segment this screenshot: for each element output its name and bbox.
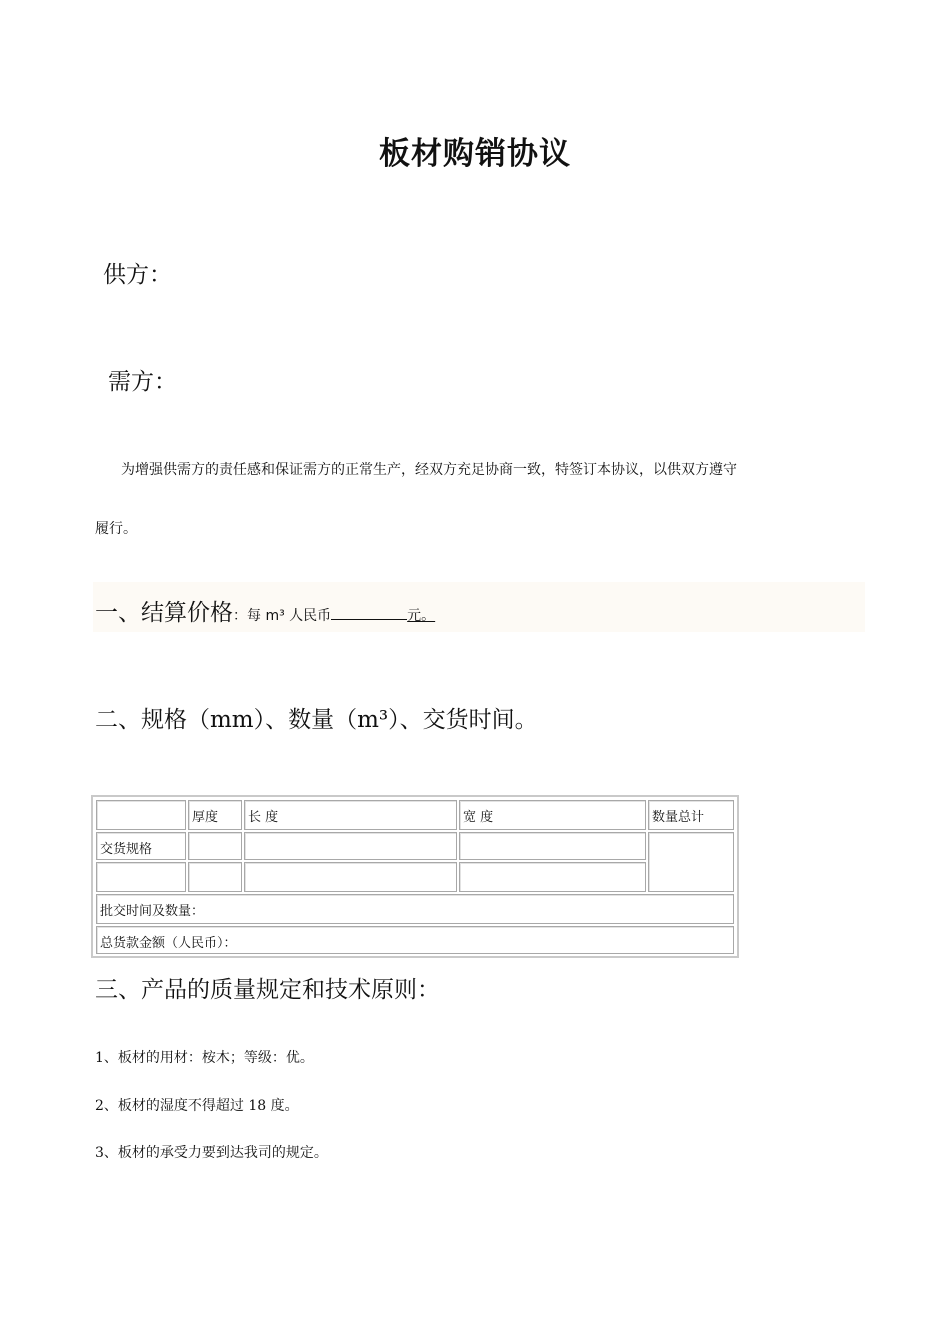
buyer-label: 需方： xyxy=(108,369,177,395)
section1-detail xyxy=(233,608,435,624)
list-item: 3、板材的承受力要到达我司的规定。 xyxy=(95,1145,328,1161)
table-cell xyxy=(96,862,186,892)
section1-heading: 一、结算价格 xyxy=(95,600,233,626)
table-row-label: 交货规格 xyxy=(96,832,186,860)
table-header-thickness: 厚度 xyxy=(188,800,242,830)
price-suffix: 元。 xyxy=(407,608,436,624)
table-header-length: 长 度 xyxy=(244,800,457,830)
section1 xyxy=(95,594,435,627)
table-amount-row: 总货款金额（人民币）： xyxy=(96,926,734,954)
supplier-label: 供方： xyxy=(103,262,172,288)
table-cell xyxy=(459,862,646,892)
table-cell xyxy=(459,832,646,860)
table-batch-row: 批交时间及数量： xyxy=(96,894,734,924)
price-currency: 人民币 xyxy=(284,608,332,624)
list-item: 1、板材的用材：桉木；等级：优。 xyxy=(95,1050,314,1066)
intro-line-1: 为增强供需方的责任感和保证需方的正常生产，经双方充足协商一致，特签订本协议，以供双方遵守 xyxy=(121,462,737,478)
section3-heading: 三、产品的质量规定和技术原则： xyxy=(95,977,440,1003)
table-cell xyxy=(188,862,242,892)
section2-heading: 二、规格（mm）、数量（m³）、交货时间。 xyxy=(95,707,538,733)
table-cell xyxy=(244,832,457,860)
table-header-blank xyxy=(96,800,186,830)
page-title: 板材购销协议 xyxy=(379,136,571,172)
spec-table xyxy=(91,795,739,958)
table-header-total: 数量总计 xyxy=(648,800,734,830)
table-total-cell xyxy=(648,832,734,892)
table-cell xyxy=(244,862,457,892)
table-header-width: 宽 度 xyxy=(459,800,646,830)
table-cell xyxy=(188,832,242,860)
price-blank xyxy=(331,605,407,620)
price-unit: m³ xyxy=(265,608,285,624)
price-prefix: ：每 xyxy=(233,608,266,624)
list-item: 2、板材的湿度不得超过 18 度。 xyxy=(95,1098,299,1114)
intro-line-2: 履行。 xyxy=(95,521,137,537)
